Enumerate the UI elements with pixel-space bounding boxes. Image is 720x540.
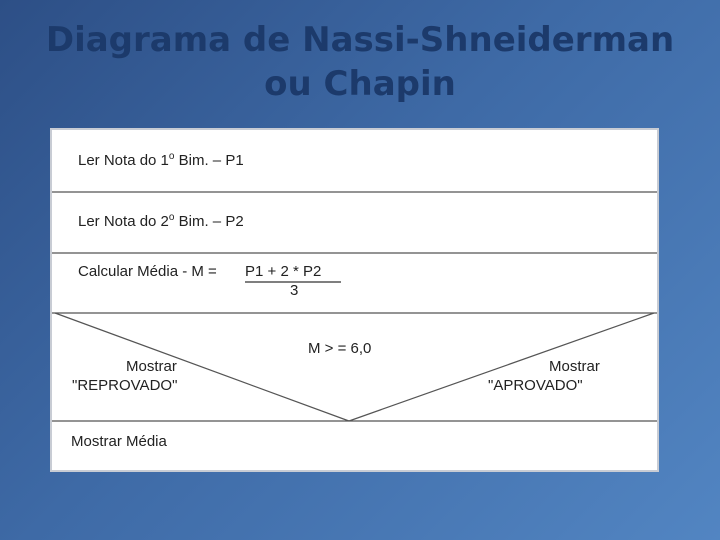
nassi-shneiderman-diagram [50,128,659,472]
step-show-average: Mostrar Média [71,433,167,450]
step-read-p2-suffix: Bim. – P2 [174,213,244,230]
step-calc-label: Calcular Média - M = [78,263,217,280]
slide-title-line1: Diagrama de Nassi-Shneiderman [45,20,675,60]
decision-diagonal-left [55,313,349,421]
decision-condition: M > = 6,0 [308,340,372,357]
diagram-lines [52,130,657,470]
step-calc-denominator: 3 [290,282,299,299]
slide-title-line2: ou Chapin [264,64,456,104]
decision-diagonal-right [349,313,654,421]
step-read-p2-prefix: Ler Nota do 2 [78,213,169,230]
step-calc-numerator: P1 + 2 * P2 [245,263,322,280]
step-read-p2-ordinal: o [168,212,175,223]
false-branch-line2: "REPROVADO" [72,377,178,394]
true-branch-line2: "APROVADO" [488,377,583,394]
false-branch-line1: Mostrar [126,358,177,375]
true-branch-line1: Mostrar [549,358,600,375]
step-read-p1-ordinal: o [168,151,175,162]
slide-title [0,18,720,106]
step-read-p1-prefix: Ler Nota do 1 [78,152,169,169]
step-read-p1 [78,151,244,169]
step-read-p1-suffix: Bim. – P1 [174,152,244,169]
step-read-p2 [78,212,244,230]
